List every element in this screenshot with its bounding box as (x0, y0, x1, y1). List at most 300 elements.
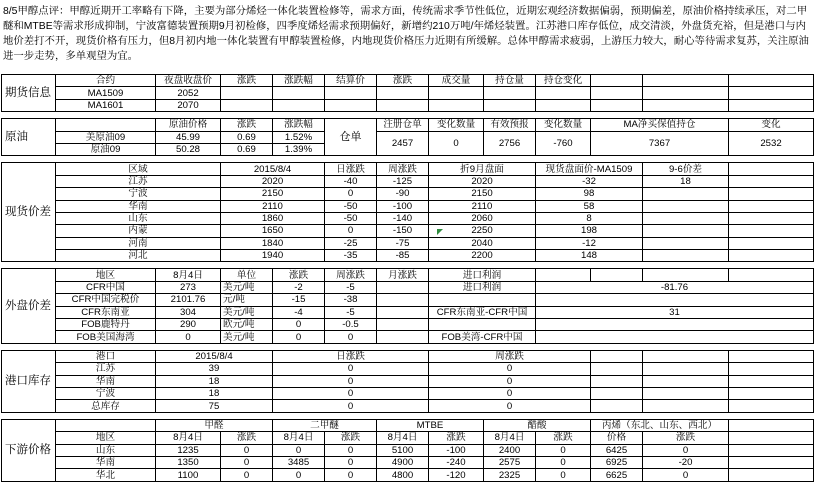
downstream-section-label: 下游价格 (2, 419, 56, 481)
table-cell: 山东 (56, 212, 221, 224)
table-cell: 0 (325, 331, 377, 343)
table-cell: 0 (273, 319, 325, 331)
table-cell: 290 (156, 319, 221, 331)
table-cell (643, 225, 729, 237)
table-cell: 2040 (429, 237, 536, 249)
table-cell: 0 (429, 375, 591, 387)
table-cell: 1100 (156, 469, 221, 481)
table-cell: -75 (377, 237, 429, 249)
external-section-label: 外盘价差 (2, 269, 56, 343)
empty-cell (643, 400, 729, 412)
table-cell: 273 (156, 281, 221, 293)
table-cell: -240 (429, 456, 484, 468)
empty-cell (729, 444, 814, 456)
empty-cell (643, 87, 729, 99)
warehouse-value: 2532 (729, 131, 814, 156)
table-cell: 0 (221, 469, 273, 481)
table-row (2, 281, 814, 293)
table-cell: 内蒙 (56, 225, 221, 237)
empty-cell (591, 387, 643, 399)
table-cell: 美原油09 (56, 131, 156, 143)
table-row (2, 131, 814, 143)
table-cell: -40 (325, 175, 377, 187)
table-cell: 2250 (429, 225, 536, 237)
table-cell: CFR中国完税价 (56, 294, 156, 306)
header-cell: MA净买保值持仓 (591, 119, 729, 131)
table-cell: 进口利润 (429, 269, 536, 281)
table-cell: -120 (429, 469, 484, 481)
table-cell: CFR中国 (56, 281, 156, 293)
table-cell: -125 (377, 175, 429, 187)
table-cell: 0.69 (221, 143, 273, 155)
table-cell: 0 (273, 331, 325, 343)
table-row (2, 331, 814, 343)
table-cell: 单位 (221, 269, 273, 281)
table-cell: 美元/吨 (221, 281, 273, 293)
table-cell: -25 (325, 237, 377, 249)
table-row (2, 212, 814, 224)
table-cell: 0 (429, 400, 591, 412)
empty-cell (591, 75, 643, 87)
table-row (2, 175, 814, 187)
table-cell: 2325 (484, 469, 536, 481)
empty-cell (729, 387, 814, 399)
table-cell: 50.28 (156, 143, 221, 155)
table-cell: -5 (325, 281, 377, 293)
table-cell: 华北 (56, 469, 156, 481)
table-cell (643, 200, 729, 212)
table-cell: -2 (273, 281, 325, 293)
header-cell: 成交量 (429, 75, 484, 87)
empty-cell (536, 331, 814, 343)
table-cell: 涨跌 (643, 432, 729, 444)
table-cell: 丙烯（东北、山东、西北） (591, 419, 729, 431)
empty-cell (729, 212, 814, 224)
table-cell: 198 (536, 225, 643, 237)
external-header-row (2, 269, 814, 281)
table-cell: 0 (325, 456, 377, 468)
header-cell: 变化数量 (536, 119, 591, 131)
empty-cell (729, 432, 814, 444)
port-section-label: 港口库存 (2, 350, 56, 412)
table-cell: 5100 (377, 444, 429, 456)
table-cell: 1.52% (273, 131, 325, 143)
table-cell: 醋酸 (484, 419, 591, 431)
table-cell: -100 (377, 200, 429, 212)
table-cell: 价格 (591, 432, 643, 444)
header-cell: 有效预报 (484, 119, 536, 131)
table-cell: 涨跌 (325, 432, 377, 444)
empty-cell (729, 250, 814, 262)
empty-cell (484, 99, 536, 111)
table-row (2, 225, 814, 237)
crude-section-label: 原油 (2, 119, 56, 156)
table-cell: 18 (156, 387, 273, 399)
table-row (2, 444, 814, 456)
header-cell: 结算价 (325, 75, 377, 87)
table-cell: 8月4日 (156, 269, 221, 281)
empty-cell (56, 419, 156, 431)
futures-section-label: 期货信息 (2, 75, 56, 112)
warehouse-value: -760 (536, 131, 591, 156)
table-cell: 0 (325, 188, 377, 200)
empty-cell (729, 188, 814, 200)
table-cell: 宁波 (56, 387, 156, 399)
table-cell: 周涨跌 (325, 269, 377, 281)
header-cell: 持仓变化 (536, 75, 591, 87)
table-cell: 2150 (429, 188, 536, 200)
empty-cell (536, 99, 591, 111)
empty-cell (536, 294, 814, 306)
table-cell: 0 (273, 444, 325, 456)
table-cell: 0.69 (221, 131, 273, 143)
table-cell: 0 (273, 387, 429, 399)
table-cell: 2110 (221, 200, 325, 212)
table-cell (643, 250, 729, 262)
table-cell: 0 (273, 375, 429, 387)
table-cell: 4900 (377, 456, 429, 468)
empty-cell (429, 99, 484, 111)
table-cell: CFR东南亚 (56, 306, 156, 318)
table-cell: FOB美湾-CFR中国 (429, 331, 536, 343)
empty-cell (536, 269, 591, 281)
empty-cell (591, 350, 643, 362)
table-cell: 江苏 (56, 363, 156, 375)
table-cell: -38 (325, 294, 377, 306)
empty-cell (729, 363, 814, 375)
empty-cell (729, 175, 814, 187)
table-row (2, 375, 814, 387)
header-cell: 涨跌幅 (273, 119, 325, 131)
downstream-header-row (2, 432, 814, 444)
table-cell: 0 (221, 444, 273, 456)
empty-cell (729, 400, 814, 412)
table-cell: 0 (273, 400, 429, 412)
empty-cell (643, 75, 729, 87)
empty-cell (377, 99, 429, 111)
table-cell (643, 237, 729, 249)
header-cell: 注册仓单 (377, 119, 429, 131)
table-cell: 0 (536, 469, 591, 481)
table-cell: 18 (156, 375, 273, 387)
cell-comment-marker-icon (437, 229, 443, 235)
empty-cell (56, 119, 156, 131)
header-cell: 合约 (56, 75, 156, 87)
table-cell: 甲醛 (156, 419, 273, 431)
table-cell: 涨跌 (221, 432, 273, 444)
table-cell: 1235 (156, 444, 221, 456)
table-cell: -140 (377, 212, 429, 224)
empty-cell (2, 156, 814, 163)
empty-cell (325, 87, 377, 99)
empty-cell (377, 87, 429, 99)
empty-cell (536, 319, 814, 331)
table-cell: 75 (156, 400, 273, 412)
table-row (2, 237, 814, 249)
empty-cell (591, 87, 643, 99)
empty-cell (377, 319, 429, 331)
header-cell: 夜盘收盘价 (156, 75, 221, 87)
table-cell: 原油09 (56, 143, 156, 155)
table-cell: 周涨跌 (429, 350, 591, 362)
table-row (2, 456, 814, 468)
table-cell: 折9月盘面 (429, 163, 536, 175)
table-cell: 0 (325, 444, 377, 456)
futures-header-row (2, 75, 814, 87)
header-cell: 变化 (729, 119, 814, 131)
empty-cell (591, 363, 643, 375)
empty-cell (729, 419, 814, 431)
table-cell: 6625 (591, 469, 643, 481)
empty-cell (643, 363, 729, 375)
table-cell: MTBE (377, 419, 484, 431)
table-cell: -20 (643, 456, 729, 468)
empty-cell (221, 87, 273, 99)
table-cell: FOB美国海湾 (56, 331, 156, 343)
table-cell: 1840 (221, 237, 325, 249)
empty-cell (729, 469, 814, 481)
table-cell: 45.99 (156, 131, 221, 143)
empty-cell (273, 87, 325, 99)
table-cell: 2110 (429, 200, 536, 212)
table-cell: 宁波 (56, 188, 221, 200)
table-cell: -4 (273, 306, 325, 318)
empty-cell (729, 99, 814, 111)
empty-cell (2, 343, 814, 350)
table-cell: 8月4日 (156, 432, 221, 444)
empty-cell (377, 331, 429, 343)
table-cell: 2200 (429, 250, 536, 262)
port-header-row (2, 350, 814, 362)
contract-cell: MA1509 (56, 87, 156, 99)
empty-cell (429, 87, 484, 99)
empty-cell (729, 350, 814, 362)
empty-cell (377, 281, 429, 293)
table-cell: -12 (536, 237, 643, 249)
warehouse-value: 7367 (591, 131, 729, 156)
empty-cell (484, 87, 536, 99)
empty-cell (2, 412, 814, 419)
table-cell: 华南 (56, 375, 156, 387)
table-cell: 日涨跌 (273, 350, 429, 362)
table-row (2, 400, 814, 412)
empty-cell (429, 319, 536, 331)
table-cell: 0 (325, 469, 377, 481)
empty-cell (643, 350, 729, 362)
table-cell: 98 (536, 188, 643, 200)
spot-header-row (2, 163, 814, 175)
header-cell: 变化数量 (429, 119, 484, 131)
header-cell: 涨跌 (221, 75, 273, 87)
table-cell (643, 188, 729, 200)
market-comment: 8/5甲醇点评：甲醇近期开工率略有下降，主要为部分烯烃一体化装置检修等，需求方面，传统需求季节性低位，近期宏观经济数据偏弱，预期偏差，原油价格持续承压，对二甲醚和MTBE等需求形成抑制，宁波富德装置预期9月初检修，四季度烯烃需求预期偏好，新增约210万吨/年烯烃装置。江苏港口库存低位，成交清淡，外盘货充裕，但是港口与内地价差打不开，现货价格有压力，但8月初内地一体化装置有甲醇装置检修，内地现货价格压力近期有所缓解。总体甲醇需求疲弱，上游压力较大，耐心等待需求复苏，关注原油进一步走势，多单观望为宜。 (3, 6, 809, 62)
table-cell: -35 (325, 250, 377, 262)
table-cell: 0 (643, 469, 729, 481)
empty-cell (591, 99, 643, 111)
table-cell: 河南 (56, 237, 221, 249)
table-row (2, 87, 814, 99)
table-row (2, 306, 814, 318)
table-cell: 304 (156, 306, 221, 318)
empty-cell (2, 112, 814, 119)
empty-cell (729, 269, 814, 281)
empty-cell (729, 456, 814, 468)
table-cell: 58 (536, 200, 643, 212)
table-cell: 1.39% (273, 143, 325, 155)
contract-cell: MA1601 (56, 99, 156, 111)
table-cell: 日涨跌 (325, 163, 377, 175)
table-cell: CFR东南亚-CFR中国 (429, 306, 536, 318)
table-cell: 4800 (377, 469, 429, 481)
table-cell: 0 (536, 444, 591, 456)
table-cell: 涨跌 (536, 432, 591, 444)
table-row (2, 250, 814, 262)
table-cell: -15 (273, 294, 325, 306)
table-cell: 0 (325, 225, 377, 237)
table-cell: 6925 (591, 456, 643, 468)
table-cell: 2060 (429, 212, 536, 224)
empty-cell (325, 99, 377, 111)
table-cell: 江苏 (56, 175, 221, 187)
table-cell (643, 212, 729, 224)
table-cell: 地区 (56, 432, 156, 444)
table-cell: 0 (156, 331, 221, 343)
table-cell: 欧元/吨 (221, 319, 273, 331)
table-cell: 美元/吨 (221, 306, 273, 318)
table-cell: 进口利润 (429, 281, 536, 293)
table-cell: -32 (536, 175, 643, 187)
table-cell: 3485 (273, 456, 325, 468)
table-cell: 18 (643, 175, 729, 187)
empty-cell (643, 375, 729, 387)
table-cell: -100 (429, 444, 484, 456)
table-cell: 0 (221, 456, 273, 468)
empty-cell (729, 225, 814, 237)
table-cell: 华南 (56, 200, 221, 212)
empty-cell (591, 400, 643, 412)
table-cell: 地区 (56, 269, 156, 281)
table-row (2, 99, 814, 111)
table-row (2, 469, 814, 481)
table-row (2, 319, 814, 331)
table-row (2, 387, 814, 399)
spot-section-label: 现货价差 (2, 163, 56, 262)
empty-cell (377, 306, 429, 318)
crude-header-row (2, 119, 814, 131)
empty-cell (729, 87, 814, 99)
empty-cell (729, 375, 814, 387)
table-cell: 31 (536, 306, 814, 318)
header-cell: 原油价格 (156, 119, 221, 131)
table-cell: 河北 (56, 250, 221, 262)
table-cell: 8月4日 (377, 432, 429, 444)
table-cell: -5 (325, 306, 377, 318)
table-row (2, 200, 814, 212)
table-cell: 0 (536, 456, 591, 468)
empty-cell (536, 87, 591, 99)
empty-cell (221, 99, 273, 111)
table-cell: 0 (273, 363, 429, 375)
empty-cell (591, 269, 643, 281)
table-cell: 月涨跌 (377, 269, 429, 281)
table-cell: 9-6价差 (643, 163, 729, 175)
empty-cell (273, 99, 325, 111)
table-cell: 2015/8/4 (156, 350, 273, 362)
table-cell: 8月4日 (484, 432, 536, 444)
table-cell: 总库存 (56, 400, 156, 412)
table-cell: 2150 (221, 188, 325, 200)
table-row (2, 363, 814, 375)
table-cell: 华南 (56, 456, 156, 468)
table-cell: 涨跌 (429, 432, 484, 444)
table-cell: 区域 (56, 163, 221, 175)
table-cell: 美元/吨 (221, 331, 273, 343)
header-cell: 涨跌 (377, 75, 429, 87)
table-cell: -150 (377, 225, 429, 237)
table-cell: -50 (325, 212, 377, 224)
table-cell: 39 (156, 363, 273, 375)
empty-cell (643, 269, 729, 281)
table-cell: 1940 (221, 250, 325, 262)
table-cell: 山东 (56, 444, 156, 456)
table-cell: 现货盘面价-MA1509 (536, 163, 643, 175)
table-cell: 港口 (56, 350, 156, 362)
price-cell: 2052 (156, 87, 221, 99)
warehouse-value: 2756 (484, 131, 536, 156)
table-cell: 元/吨 (221, 294, 273, 306)
table-cell: -81.76 (536, 281, 814, 293)
table-cell: 1650 (221, 225, 325, 237)
empty-cell (591, 375, 643, 387)
table-cell: 148 (536, 250, 643, 262)
header-cell: 持仓量 (484, 75, 536, 87)
empty-cell (729, 75, 814, 87)
empty-cell (643, 99, 729, 111)
table-cell: 0 (429, 387, 591, 399)
table-cell: 2400 (484, 444, 536, 456)
empty-cell (643, 387, 729, 399)
methanol-data-table (1, 74, 814, 482)
table-cell: 周涨跌 (377, 163, 429, 175)
table-cell: -90 (377, 188, 429, 200)
table-cell: 2015/8/4 (221, 163, 325, 175)
empty-cell (729, 163, 814, 175)
header-cell: 涨跌 (221, 119, 273, 131)
table-cell: 涨跌 (273, 269, 325, 281)
table-cell: -85 (377, 250, 429, 262)
table-cell: -50 (325, 200, 377, 212)
empty-cell (429, 294, 536, 306)
table-row (2, 294, 814, 306)
empty-cell (2, 262, 814, 269)
table-cell: FOB鹿特丹 (56, 319, 156, 331)
table-cell: 8月4日 (273, 432, 325, 444)
empty-cell (729, 200, 814, 212)
downstream-group-row (2, 419, 814, 431)
warehouse-value: 2457 (377, 131, 429, 156)
empty-cell (729, 237, 814, 249)
table-cell: 2575 (484, 456, 536, 468)
table-cell: 2020 (221, 175, 325, 187)
warehouse-label: 仓单 (325, 119, 377, 156)
table-cell: 0 (273, 469, 325, 481)
warehouse-value: 0 (429, 131, 484, 156)
header-cell: 涨跌幅 (273, 75, 325, 87)
table-cell: 8 (536, 212, 643, 224)
price-cell: 2070 (156, 99, 221, 111)
table-row (2, 188, 814, 200)
table-cell: 二甲醚 (273, 419, 377, 431)
